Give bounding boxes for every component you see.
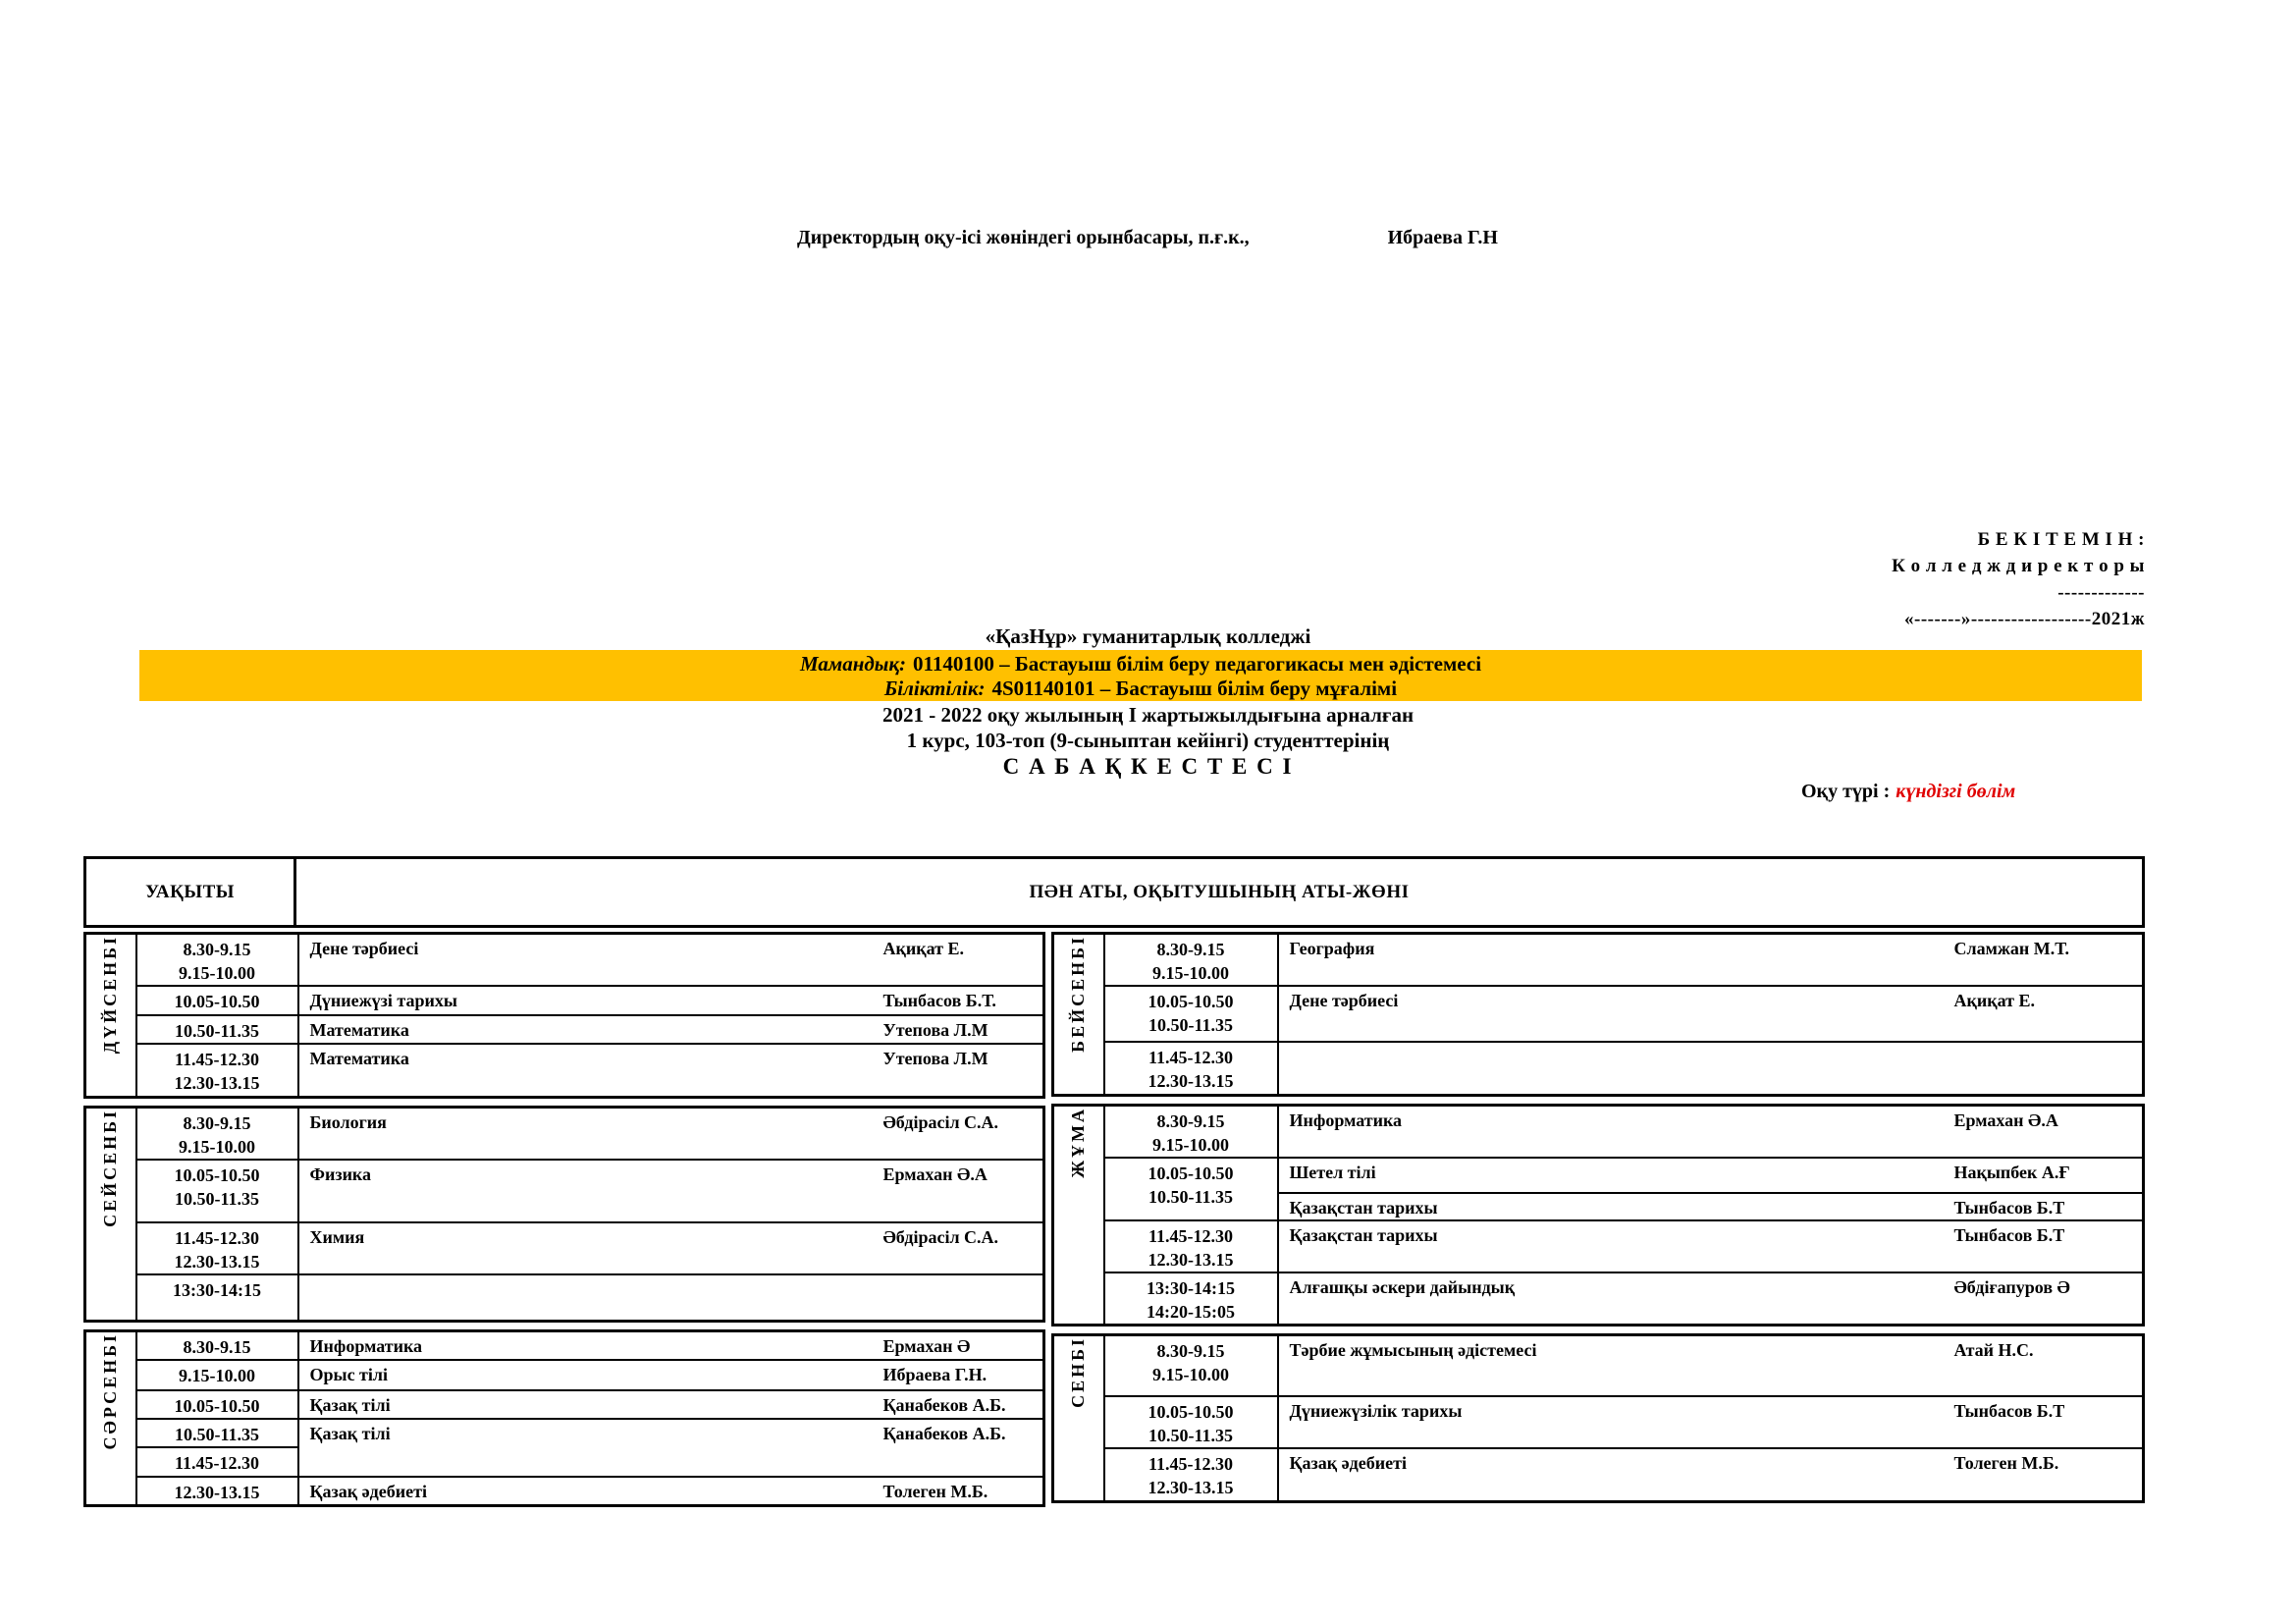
time-cell bbox=[1104, 1272, 1278, 1326]
time-cell bbox=[136, 1447, 298, 1477]
time-slot: 11.45-12.30 bbox=[174, 1227, 259, 1248]
subject-cell bbox=[298, 1107, 1044, 1160]
qualification-line bbox=[139, 677, 2142, 701]
subject-cell bbox=[1278, 986, 2144, 1042]
qualification-label: Біліктілік: bbox=[883, 677, 986, 700]
schedule-row bbox=[1053, 1105, 2144, 1158]
teacher-name: Толеген М.Б. bbox=[882, 1482, 988, 1501]
subject-name: Дене тәрбиесі bbox=[1289, 991, 1399, 1010]
time-slot: 12.30-13.15 bbox=[1148, 1071, 1234, 1091]
subject-cell bbox=[1278, 1334, 2144, 1396]
subject-cell bbox=[1278, 1448, 2144, 1501]
time-cell bbox=[136, 1477, 298, 1506]
schedule-row bbox=[85, 1360, 1044, 1390]
subject-cell bbox=[298, 1360, 1044, 1390]
teacher-name: Ермахан Ә.А bbox=[1953, 1110, 2058, 1130]
time-slot: 12.30-13.15 bbox=[174, 1251, 260, 1272]
time-slot: 11.45-12.30 bbox=[1148, 1048, 1233, 1067]
time-slot: 9.15-10.00 bbox=[1152, 1364, 1229, 1384]
teacher-name: Тынбасов Б.Т bbox=[1953, 1224, 2065, 1245]
time-cell bbox=[136, 986, 298, 1015]
schedule-row bbox=[1053, 1158, 2144, 1193]
day-label-saturday bbox=[1053, 1334, 1104, 1501]
day-name: СӘРСЕНБІ bbox=[100, 1332, 121, 1450]
schedule-row bbox=[85, 1015, 1044, 1044]
day-label-monday bbox=[85, 934, 136, 1098]
time-cell bbox=[136, 1390, 298, 1419]
time-slot: 11.45-12.30 bbox=[1148, 1225, 1233, 1246]
subject-name: Физика bbox=[309, 1164, 372, 1184]
schedule-row bbox=[85, 1274, 1044, 1322]
time-slot: 14:20-15:05 bbox=[1147, 1301, 1235, 1322]
teacher-name: Тынбасов Б.Т. bbox=[882, 991, 996, 1010]
time-slot: 10.50-11.35 bbox=[174, 1425, 259, 1444]
schedule-row bbox=[85, 1331, 1044, 1361]
schedule-row bbox=[85, 1160, 1044, 1222]
time-slot: 10.05-10.50 bbox=[174, 1164, 260, 1185]
subject-name: Шетел тілі bbox=[1289, 1162, 1376, 1182]
teacher-name: Тынбасов Б.Т bbox=[1953, 1197, 2065, 1218]
subject-cell bbox=[298, 1477, 1044, 1506]
schedule-row bbox=[1053, 1396, 2144, 1448]
time-slot: 8.30-9.15 bbox=[1156, 1110, 1225, 1131]
subject-cell bbox=[298, 1160, 1044, 1222]
specialty-text: 01140100 – Бастауыш білім беру педагогикасы мен әдістемесі bbox=[913, 652, 1482, 676]
schedule-row bbox=[85, 1477, 1044, 1506]
teacher-name: Әбдіғапуров Ә bbox=[1953, 1276, 2070, 1297]
teacher-name: Әбдірасіл С.А. bbox=[882, 1226, 999, 1247]
teacher-name: Қанабеков А.Б. bbox=[882, 1395, 1006, 1415]
subject-cell bbox=[298, 1222, 1044, 1274]
edu-type-line bbox=[1801, 781, 2015, 803]
time-slot: 10.05-10.50 bbox=[174, 992, 260, 1011]
time-slot: 9.15-10.00 bbox=[1152, 963, 1229, 983]
college-name: «ҚазНұр» гуманитарлық колледжі bbox=[985, 624, 1311, 648]
time-column-header: УАҚЫТЫ bbox=[86, 859, 296, 925]
teacher-name: Атай Н.С. bbox=[1953, 1339, 2034, 1360]
group-line: 1 курс, 103-топ (9-сыныптан кейінгі) студенттерінің bbox=[906, 729, 1390, 752]
schedule-row bbox=[1053, 1448, 2144, 1501]
time-slot: 9.15-10.00 bbox=[179, 1366, 255, 1385]
time-cell bbox=[136, 1419, 298, 1447]
subject-cell bbox=[1278, 934, 2144, 987]
qualification-text: 4S01140101 – Бастауыш білім беру мұғалімі bbox=[991, 677, 1398, 700]
teacher-name: Утепова Л.М bbox=[882, 1049, 988, 1068]
day-label-thursday bbox=[1053, 934, 1104, 1096]
page-title: С А Б А Қ К Е С Т Е С І bbox=[1002, 754, 1294, 779]
time-slot: 9.15-10.00 bbox=[1152, 1134, 1229, 1155]
subject-name: Математика bbox=[309, 1049, 409, 1068]
schedule-row bbox=[85, 986, 1044, 1015]
schedule-row bbox=[85, 1044, 1044, 1097]
subject-cell bbox=[298, 934, 1044, 987]
subject-name: Қазақ тілі bbox=[309, 1424, 391, 1443]
time-slot: 12.30-13.15 bbox=[174, 1073, 260, 1093]
subject-cell bbox=[298, 986, 1044, 1015]
teacher-name: Әбдірасіл С.А. bbox=[882, 1111, 999, 1132]
time-slot: 13:30-14:15 bbox=[1147, 1277, 1235, 1298]
time-slot: 10.50-11.35 bbox=[1148, 1426, 1233, 1445]
time-slot: 11.45-12.30 bbox=[174, 1453, 259, 1473]
subject-name: Дүниежүзілік тарихы bbox=[1289, 1401, 1463, 1421]
time-slot: 12.30-13.15 bbox=[174, 1483, 260, 1502]
time-cell bbox=[136, 1107, 298, 1160]
time-slot: 12.30-13.15 bbox=[1148, 1249, 1234, 1270]
schedule-row bbox=[85, 1222, 1044, 1274]
subject-name: Дүниежүзі тарихы bbox=[309, 991, 457, 1010]
time-slot: 11.45-12.30 bbox=[1148, 1454, 1233, 1474]
schedule-row bbox=[85, 934, 1044, 987]
time-cell bbox=[1104, 1105, 1278, 1158]
time-slot: 9.15-10.00 bbox=[179, 1136, 255, 1157]
timetable-body bbox=[83, 932, 2145, 1514]
specialty-highlight-band bbox=[139, 650, 2142, 701]
subject-name: Қазақ әдебиеті bbox=[309, 1482, 427, 1501]
day-name: ДҮЙСЕНБІ bbox=[100, 935, 121, 1055]
subject-name: Қазақ әдебиеті bbox=[1289, 1453, 1407, 1473]
schedule-row bbox=[85, 1390, 1044, 1419]
edu-type-label: Оқу түрі : bbox=[1801, 781, 1891, 802]
specialty-line bbox=[139, 652, 2142, 677]
time-slot: 10.05-10.50 bbox=[1148, 1402, 1234, 1422]
subject-name: Информатика bbox=[1289, 1110, 1403, 1130]
day-name: БЕЙСЕНБІ bbox=[1068, 935, 1089, 1053]
specialty-label: Мамандық: bbox=[799, 652, 906, 676]
teacher-name: Қанабеков А.Б. bbox=[882, 1424, 1006, 1443]
subject-cell bbox=[298, 1015, 1044, 1044]
subject-name: Қазақстан тарихы bbox=[1289, 1224, 1438, 1245]
subject-name: Алғашқы әскери дайындық bbox=[1289, 1276, 1516, 1297]
time-slot: 8.30-9.15 bbox=[183, 1112, 251, 1133]
day-label-tuesday bbox=[85, 1107, 136, 1322]
subject-cell bbox=[1278, 1105, 2144, 1158]
approval-line-2: К о л л е д ж д и р е к т о р ы bbox=[1892, 556, 2145, 576]
subject-column-header: ПӘН АТЫ, ОҚЫТУШЫНЫҢ АТЫ-ЖӨНІ bbox=[1029, 881, 1410, 902]
teacher-name: Утепова Л.М bbox=[882, 1020, 988, 1040]
schedule-row bbox=[85, 1107, 1044, 1160]
schedule-row bbox=[85, 1419, 1044, 1447]
subject-name: Информатика bbox=[309, 1336, 423, 1356]
time-slot: 11.45-12.30 bbox=[174, 1050, 259, 1069]
edu-type-value: күндізгі бөлім bbox=[1896, 781, 2016, 802]
subject-cell bbox=[1278, 1042, 2144, 1095]
approval-line-3: ------------- bbox=[2057, 582, 2145, 603]
time-cell bbox=[136, 1044, 298, 1097]
time-cell bbox=[136, 1160, 298, 1222]
time-cell bbox=[1104, 986, 1278, 1042]
time-slot: 10.50-11.35 bbox=[1148, 1015, 1233, 1035]
timetable-left-column bbox=[83, 932, 1045, 1514]
subject-cell bbox=[298, 1390, 1044, 1419]
time-cell bbox=[136, 1222, 298, 1274]
subject-name: Орыс тілі bbox=[309, 1365, 388, 1384]
timetable-right-column bbox=[1051, 932, 2145, 1514]
approval-line-4: «-------»------------------2021ж bbox=[1904, 609, 2145, 629]
time-slot: 10.05-10.50 bbox=[1148, 1163, 1234, 1183]
time-cell bbox=[136, 1274, 298, 1322]
day-band-friday bbox=[1051, 1104, 2145, 1326]
day-band-saturday bbox=[1051, 1333, 2145, 1503]
teacher-name: Толеген М.Б. bbox=[1953, 1453, 2059, 1473]
approval-block bbox=[1892, 526, 2145, 632]
teacher-name: Сламжан М.Т. bbox=[1953, 939, 2069, 958]
schedule-row bbox=[1053, 934, 2144, 987]
teacher-name: Ибраева Г.Н. bbox=[882, 1365, 988, 1384]
day-band-wednesday bbox=[83, 1329, 1045, 1507]
schedule-row bbox=[1053, 986, 2144, 1042]
schedule-row bbox=[1053, 1272, 2144, 1326]
schedule-row bbox=[1053, 1042, 2144, 1095]
subject-cell bbox=[298, 1419, 1044, 1477]
teacher-name: Нақыпбек А.Ғ bbox=[1953, 1162, 2070, 1182]
time-slot: 9.15-10.00 bbox=[179, 963, 255, 983]
subject-cell bbox=[298, 1331, 1044, 1361]
subject-name: Химия bbox=[309, 1226, 365, 1247]
time-cell bbox=[1104, 1448, 1278, 1501]
time-slot: 10.05-10.50 bbox=[174, 1396, 260, 1416]
teacher-name: Ермахан Ә.А bbox=[882, 1164, 988, 1184]
day-band-tuesday bbox=[83, 1106, 1045, 1324]
subject-cell bbox=[298, 1044, 1044, 1097]
signature-role: Директордың оқу-ісі жөніндегі орынбасары, п.ғ.к., bbox=[797, 227, 1250, 248]
subject-name: Математика bbox=[309, 1020, 409, 1040]
subject-cell bbox=[1278, 1272, 2144, 1326]
day-label-friday bbox=[1053, 1105, 1104, 1325]
time-cell bbox=[1104, 1220, 1278, 1272]
signature-name: Ибраева Г.Н bbox=[1387, 227, 1498, 248]
day-name: СЕНБІ bbox=[1068, 1335, 1089, 1408]
time-slot: 10.50-11.35 bbox=[174, 1188, 259, 1209]
day-label-wednesday bbox=[85, 1331, 136, 1506]
time-slot: 10.50-11.35 bbox=[1148, 1186, 1233, 1207]
teacher-name: Ақиқат Е. bbox=[882, 939, 964, 958]
time-cell bbox=[136, 1331, 298, 1361]
time-slot: 8.30-9.15 bbox=[1156, 940, 1225, 959]
subject-name: Биология bbox=[309, 1111, 387, 1132]
time-cell bbox=[1104, 1042, 1278, 1095]
subject-name: География bbox=[1289, 939, 1375, 958]
subject-cell bbox=[298, 1274, 1044, 1322]
time-slot: 13:30-14:15 bbox=[173, 1279, 261, 1300]
time-cell bbox=[1104, 1334, 1278, 1396]
schedule-row bbox=[1053, 1334, 2144, 1396]
subject-cell bbox=[1278, 1193, 2144, 1220]
subject-name: Қазақ тілі bbox=[309, 1395, 391, 1415]
time-cell bbox=[1104, 1396, 1278, 1448]
day-name: ЖҰМА bbox=[1068, 1106, 1089, 1178]
subject-cell bbox=[1278, 1220, 2144, 1272]
semester-line: 2021 - 2022 оқу жылының І жартыжылдығына арналған bbox=[881, 703, 1415, 727]
teacher-name: Ермахан Ә bbox=[882, 1336, 971, 1356]
time-slot: 8.30-9.15 bbox=[1156, 1340, 1225, 1361]
time-slot: 10.50-11.35 bbox=[174, 1021, 259, 1041]
signature-line bbox=[797, 227, 1498, 249]
time-cell bbox=[1104, 934, 1278, 987]
subject-name: Қазақстан тарихы bbox=[1289, 1197, 1438, 1218]
teacher-name: Ақиқат Е. bbox=[1953, 991, 2035, 1010]
subject-name: Тәрбие жұмысының әдістемесі bbox=[1289, 1339, 1537, 1360]
approval-line-1: Б Е К І Т Е М І Н : bbox=[1977, 529, 2145, 550]
time-slot: 10.05-10.50 bbox=[1148, 992, 1234, 1011]
time-slot: 12.30-13.15 bbox=[1148, 1478, 1234, 1497]
time-cell bbox=[1104, 1158, 1278, 1220]
time-slot: 8.30-9.15 bbox=[183, 1337, 251, 1357]
time-cell bbox=[136, 1015, 298, 1044]
timetable-header-row bbox=[83, 856, 2145, 928]
day-band-monday bbox=[83, 932, 1045, 1099]
day-band-thursday bbox=[1051, 932, 2145, 1097]
subject-name: Дене тәрбиесі bbox=[309, 939, 419, 958]
subject-cell bbox=[1278, 1396, 2144, 1448]
day-name: СЕЙСЕНБІ bbox=[100, 1108, 121, 1227]
teacher-name: Тынбасов Б.Т bbox=[1953, 1401, 2065, 1421]
time-cell bbox=[136, 934, 298, 987]
subject-cell bbox=[1278, 1158, 2144, 1193]
time-slot: 8.30-9.15 bbox=[183, 940, 251, 959]
schedule-row bbox=[1053, 1220, 2144, 1272]
time-cell bbox=[136, 1360, 298, 1390]
